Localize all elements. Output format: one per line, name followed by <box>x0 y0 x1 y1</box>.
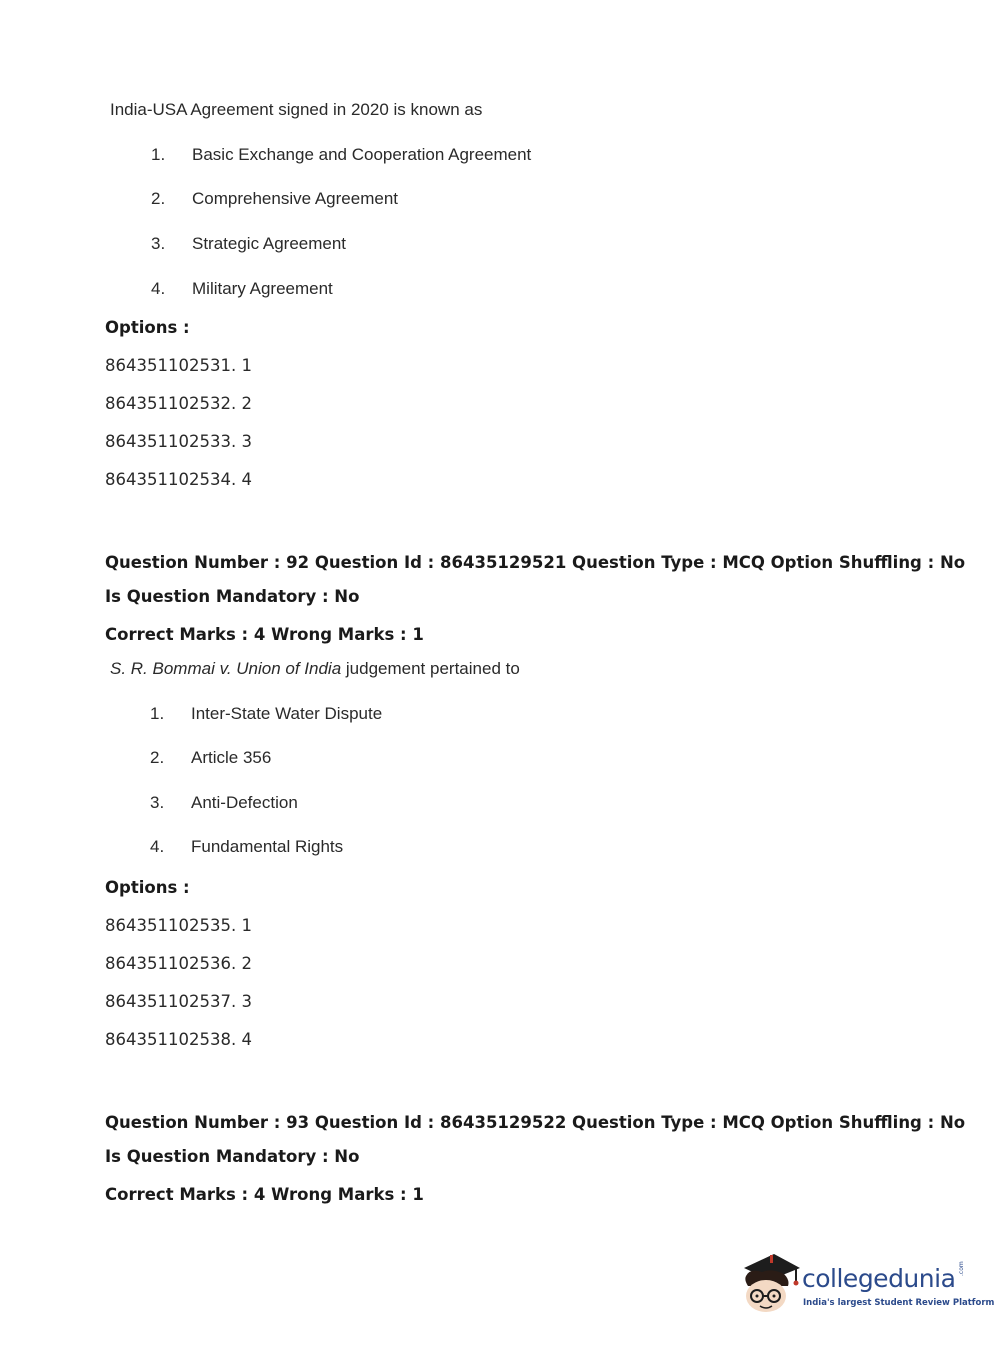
option-id: 864351102531. 1 <box>105 356 252 375</box>
choice-number: 4. <box>150 837 165 856</box>
choice-text: Article 356 <box>191 748 272 767</box>
option-id: 864351102534. 4 <box>105 470 252 489</box>
brand-tagline: India's largest Student Review Platform <box>803 1298 995 1308</box>
mascot-icon <box>740 1250 802 1316</box>
option-id: 864351102533. 3 <box>105 432 252 451</box>
choice-text: Comprehensive Agreement <box>192 189 399 208</box>
choice-text: Fundamental Rights <box>191 837 344 856</box>
option-id: 864351102538. 4 <box>105 1030 252 1049</box>
question-header: Question Number : 93 Question Id : 86435129522 Question Type : MCQ Option Shuffling : No <box>105 1113 966 1132</box>
case-name: S. R. Bommai v. Union of India <box>110 659 342 678</box>
brand-domain: .com <box>958 1261 965 1276</box>
choice-number: 3. <box>151 234 166 253</box>
choice-text: Military Agreement <box>192 279 333 298</box>
choice-number: 2. <box>151 189 166 208</box>
question-header: Question Number : 92 Question Id : 86435129521 Question Type : MCQ Option Shuffling : No <box>105 553 966 572</box>
brand-name: collegedunia <box>802 1264 956 1293</box>
question-mandatory: Is Question Mandatory : No <box>105 1147 360 1166</box>
question-text <box>110 659 520 679</box>
option-id: 864351102537. 3 <box>105 992 252 1011</box>
option-id: 864351102535. 1 <box>105 916 252 935</box>
question-mandatory: Is Question Mandatory : No <box>105 587 360 606</box>
question-text: India-USA Agreement signed in 2020 is known as <box>110 100 483 119</box>
choice-text: Anti-Defection <box>191 793 298 812</box>
question-marks: Correct Marks : 4 Wrong Marks : 1 <box>105 1185 424 1204</box>
choice-number: 3. <box>150 793 165 812</box>
choice-text: Basic Exchange and Cooperation Agreement <box>192 145 532 164</box>
choice-number: 1. <box>151 145 166 164</box>
question-rest: judgement pertained to <box>341 659 520 678</box>
choice-text: Inter-State Water Dispute <box>191 704 383 723</box>
options-label: Options : <box>105 318 190 337</box>
choice-number: 1. <box>150 704 165 723</box>
question-marks: Correct Marks : 4 Wrong Marks : 1 <box>105 625 424 644</box>
choice-number: 2. <box>150 748 165 767</box>
option-id: 864351102536. 2 <box>105 954 252 973</box>
choice-number: 4. <box>151 279 166 298</box>
options-label: Options : <box>105 878 190 897</box>
option-id: 864351102532. 2 <box>105 394 252 413</box>
choice-text: Strategic Agreement <box>192 234 347 253</box>
